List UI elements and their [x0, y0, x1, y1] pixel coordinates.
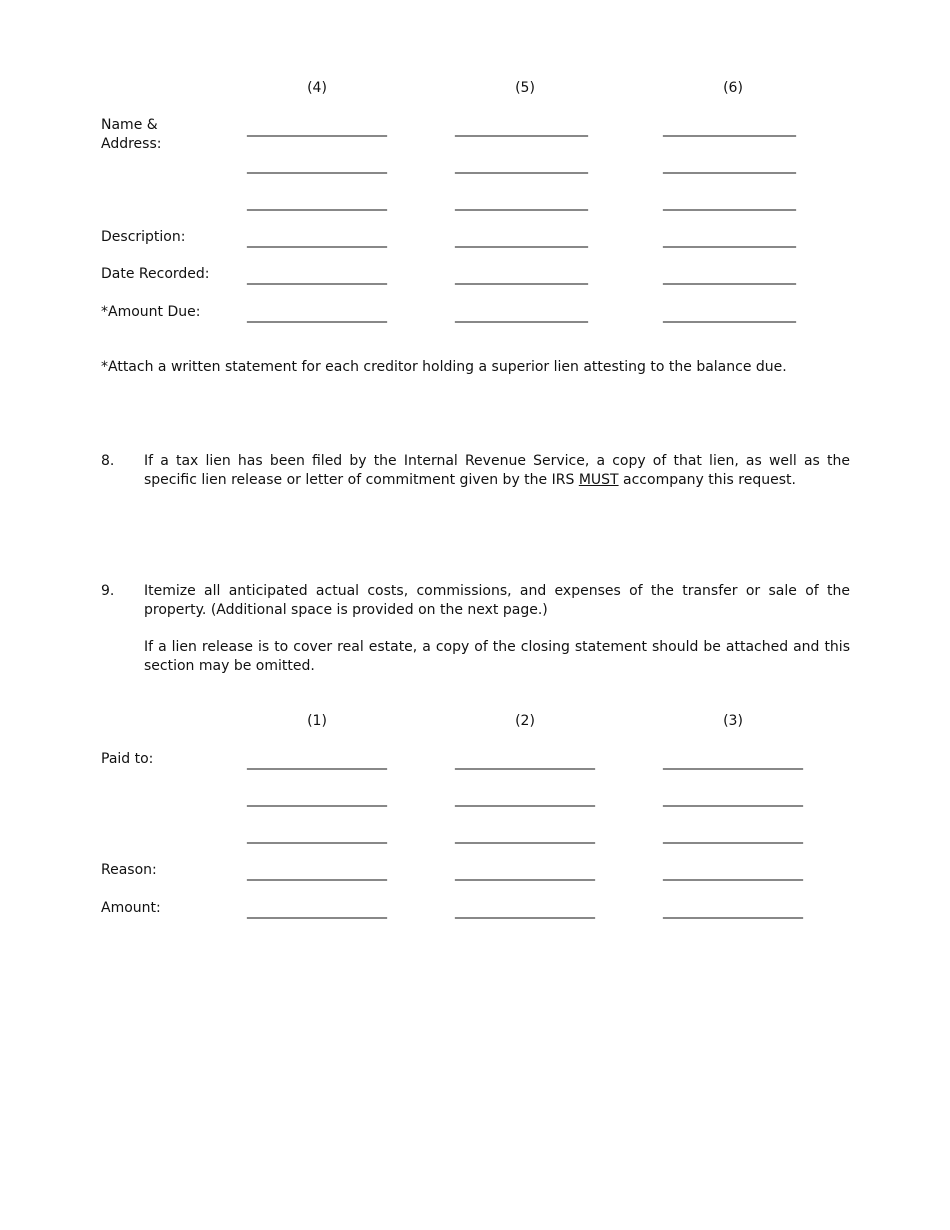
blank-line[interactable]: ____________________: [247, 158, 387, 174]
blank-line[interactable]: ____________________: [247, 791, 387, 807]
blank-line[interactable]: ___________________: [663, 121, 796, 137]
blank-line[interactable]: ____________________: [663, 865, 803, 881]
blank-line[interactable]: ____________________: [663, 791, 803, 807]
column-header-4: (4): [307, 80, 327, 96]
blank-line[interactable]: ____________________: [455, 828, 595, 844]
label-amount: Amount:: [101, 900, 161, 916]
item-8-text: [144, 452, 850, 489]
blank-line[interactable]: ___________________: [663, 158, 796, 174]
blank-line[interactable]: ___________________: [455, 269, 588, 285]
blank-line[interactable]: ___________________: [663, 269, 796, 285]
blank-line[interactable]: ___________________: [455, 195, 588, 211]
blank-line[interactable]: ___________________: [663, 195, 796, 211]
column-header-2: (2): [515, 713, 535, 729]
blank-line[interactable]: ___________________: [455, 158, 588, 174]
label-reason: Reason:: [101, 862, 157, 878]
blank-line[interactable]: ___________________: [663, 232, 796, 248]
blank-line[interactable]: ____________________: [247, 903, 387, 919]
label-name-address-line2: Address:: [101, 136, 162, 152]
column-header-3: (3): [723, 713, 743, 729]
blank-line[interactable]: ____________________: [247, 121, 387, 137]
blank-line[interactable]: ___________________: [455, 232, 588, 248]
label-description: Description:: [101, 229, 186, 245]
blank-line[interactable]: ____________________: [247, 232, 387, 248]
label-name-address-line1: Name &: [101, 117, 158, 133]
item-8-number: 8.: [101, 453, 115, 469]
item-9-number: 9.: [101, 583, 115, 599]
label-date-recorded: Date Recorded:: [101, 266, 210, 282]
blank-line[interactable]: ____________________: [247, 754, 387, 770]
column-header-5: (5): [515, 80, 535, 96]
blank-line[interactable]: ____________________: [663, 903, 803, 919]
label-paid-to: Paid to:: [101, 751, 154, 767]
blank-line[interactable]: ____________________: [247, 195, 387, 211]
footnote: *Attach a written statement for each creditor holding a superior lien attesting to the balance due.: [101, 359, 787, 375]
column-header-6: (6): [723, 80, 743, 96]
item-8-text-before: If a tax lien has been filed by the Internal Revenue Service, a copy of that lien, as well as the specific lien release or letter of commitment given by the IRS: [144, 453, 850, 488]
item-9-paragraph-2: If a lien release is to cover real estate, a copy of the closing statement should be attached and this section may be omitted.: [144, 639, 850, 674]
label-amount-due: *Amount Due:: [101, 304, 201, 320]
blank-line[interactable]: ____________________: [663, 828, 803, 844]
blank-line[interactable]: ____________________: [455, 903, 595, 919]
blank-line[interactable]: ____________________: [455, 754, 595, 770]
blank-line[interactable]: ____________________: [247, 865, 387, 881]
blank-line[interactable]: ____________________: [455, 791, 595, 807]
blank-line[interactable]: ____________________: [247, 269, 387, 285]
blank-line[interactable]: ____________________: [663, 754, 803, 770]
blank-line[interactable]: ____________________: [247, 307, 387, 323]
item-8-emphasis: MUST: [578, 471, 619, 488]
column-header-1: (1): [307, 713, 327, 729]
blank-line[interactable]: ____________________: [455, 865, 595, 881]
item-8-text-after: accompany this request.: [618, 471, 796, 488]
blank-line[interactable]: ___________________: [455, 307, 588, 323]
blank-line[interactable]: ____________________: [247, 828, 387, 844]
blank-line[interactable]: ___________________: [663, 307, 796, 323]
item-9-paragraph-1: Itemize all anticipated actual costs, commissions, and expenses of the transfer or sale of the property. (Additional space is provided on the next page.): [144, 583, 850, 618]
blank-line[interactable]: ___________________: [455, 121, 588, 137]
